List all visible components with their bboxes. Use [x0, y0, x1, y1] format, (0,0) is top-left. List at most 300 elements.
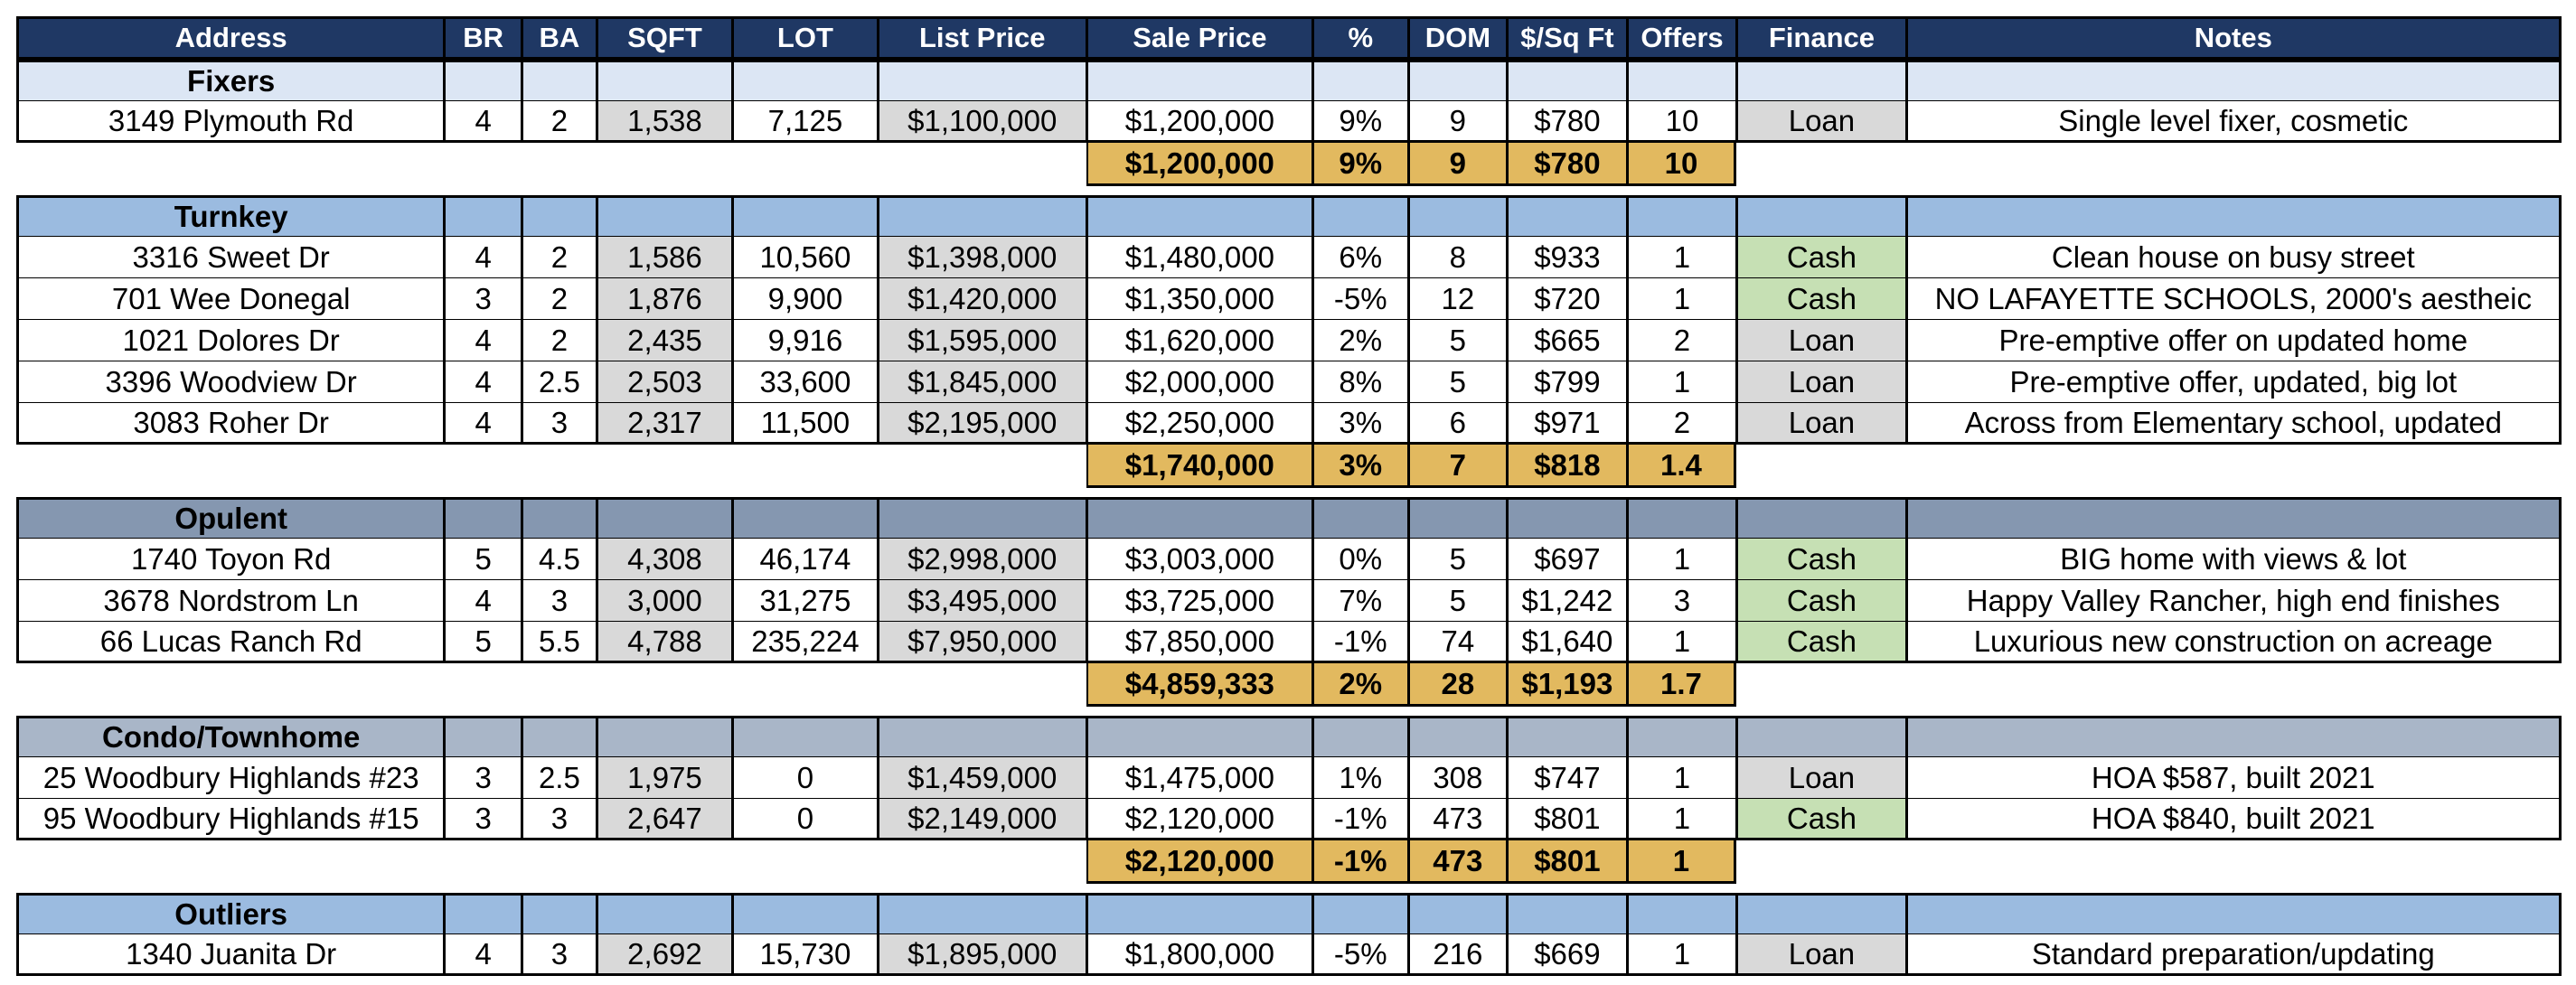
summary-dom: 28	[1408, 663, 1508, 707]
summary-blank	[444, 840, 522, 884]
summary-dom: 9	[1408, 143, 1508, 186]
summary-blank	[878, 445, 1086, 488]
summary-sale: $2,120,000	[1086, 840, 1312, 884]
offers-cell: 1	[1627, 622, 1737, 663]
dom-cell: 74	[1408, 622, 1508, 663]
list-cell: $1,845,000	[878, 361, 1086, 403]
summary-blank	[522, 840, 597, 884]
list-cell: $3,495,000	[878, 580, 1086, 622]
section-header-cell	[597, 716, 732, 757]
ba-cell: 4.5	[522, 539, 597, 580]
ba-cell: 3	[522, 403, 597, 445]
column-header-address: Address	[16, 16, 444, 60]
summary-blank	[16, 663, 444, 707]
summary-pct: 2%	[1312, 663, 1408, 707]
summary-blank	[1906, 445, 2562, 488]
summary-blank	[1906, 143, 2562, 186]
section-title: Condo/Townhome	[16, 716, 444, 757]
lot-cell: 15,730	[732, 934, 877, 976]
address-cell: 66 Lucas Ranch Rd	[16, 622, 444, 663]
column-header-finance: Finance	[1736, 16, 1905, 60]
summary-blank	[732, 840, 877, 884]
dom-cell: 5	[1408, 580, 1508, 622]
section-header-cell	[1312, 893, 1408, 934]
summary-blank	[444, 663, 522, 707]
column-header-ba: BA	[522, 16, 597, 60]
section-header-cell	[1507, 195, 1627, 237]
lot-cell: 33,600	[732, 361, 877, 403]
pct-cell: 0%	[1312, 539, 1408, 580]
notes-cell: Pre-emptive offer, updated, big lot	[1906, 361, 2562, 403]
section-header-cell	[1507, 893, 1627, 934]
ppsf-cell: $780	[1507, 101, 1627, 143]
table-row	[16, 278, 2562, 320]
notes-cell: Happy Valley Rancher, high end finishes	[1906, 580, 2562, 622]
finance-cell: Loan	[1736, 934, 1905, 976]
address-cell: 701 Wee Donegal	[16, 278, 444, 320]
summary-blank	[16, 840, 444, 884]
lot-cell: 11,500	[732, 403, 877, 445]
sqft-cell: 2,435	[597, 320, 732, 361]
section-header-cell	[444, 497, 522, 539]
sale-cell: $1,480,000	[1086, 237, 1312, 278]
summary-blank	[597, 663, 732, 707]
list-cell: $1,420,000	[878, 278, 1086, 320]
table-row	[16, 101, 2562, 143]
ppsf-cell: $799	[1507, 361, 1627, 403]
dom-cell: 473	[1408, 799, 1508, 840]
notes-cell: Standard preparation/updating	[1906, 934, 2562, 976]
notes-cell: Pre-emptive offer on updated home	[1906, 320, 2562, 361]
notes-cell: HOA $587, built 2021	[1906, 757, 2562, 799]
section-header-cell	[1906, 195, 2562, 237]
section-header-cell	[1627, 60, 1737, 101]
finance-cell: Loan	[1736, 757, 1905, 799]
lot-cell: 7,125	[732, 101, 877, 143]
section-header-cell	[1627, 497, 1737, 539]
pct-cell: 2%	[1312, 320, 1408, 361]
br-cell: 4	[444, 403, 522, 445]
header-row	[16, 16, 2562, 60]
br-cell: 4	[444, 361, 522, 403]
section-header-cell	[1408, 195, 1508, 237]
summary-blank	[597, 445, 732, 488]
dom-cell: 5	[1408, 539, 1508, 580]
lot-cell: 10,560	[732, 237, 877, 278]
lot-cell: 9,916	[732, 320, 877, 361]
sqft-cell: 3,000	[597, 580, 732, 622]
dom-cell: 308	[1408, 757, 1508, 799]
finance-cell: Loan	[1736, 320, 1905, 361]
summary-offers: 10	[1627, 143, 1737, 186]
summary-blank	[878, 663, 1086, 707]
address-cell: 3149 Plymouth Rd	[16, 101, 444, 143]
br-cell: 3	[444, 757, 522, 799]
sale-cell: $1,800,000	[1086, 934, 1312, 976]
column-header-list: List Price	[878, 16, 1086, 60]
br-cell: 3	[444, 278, 522, 320]
br-cell: 3	[444, 799, 522, 840]
section-header-cell	[1627, 893, 1737, 934]
sale-cell: $2,000,000	[1086, 361, 1312, 403]
section-header-row	[16, 497, 2562, 539]
offers-cell: 3	[1627, 580, 1737, 622]
section-header-cell	[732, 195, 877, 237]
summary-blank	[1736, 663, 1905, 707]
column-header-offers: Offers	[1627, 16, 1737, 60]
section-gap	[16, 707, 2562, 716]
summary-blank	[1736, 840, 1905, 884]
dom-cell: 6	[1408, 403, 1508, 445]
sale-cell: $3,003,000	[1086, 539, 1312, 580]
section-gap	[16, 488, 2562, 497]
section-header-cell	[1507, 497, 1627, 539]
summary-sale: $4,859,333	[1086, 663, 1312, 707]
section-header-cell	[597, 893, 732, 934]
sale-cell: $2,250,000	[1086, 403, 1312, 445]
ppsf-cell: $747	[1507, 757, 1627, 799]
offers-cell: 1	[1627, 278, 1737, 320]
ba-cell: 2	[522, 278, 597, 320]
table-row	[16, 799, 2562, 840]
section-header-cell	[444, 195, 522, 237]
finance-cell: Loan	[1736, 101, 1905, 143]
section-header-cell	[444, 60, 522, 101]
summary-blank	[444, 143, 522, 186]
sale-cell: $1,620,000	[1086, 320, 1312, 361]
ppsf-cell: $720	[1507, 278, 1627, 320]
ppsf-cell: $1,242	[1507, 580, 1627, 622]
lot-cell: 235,224	[732, 622, 877, 663]
section-header-cell	[1086, 60, 1312, 101]
section-header-cell	[1408, 497, 1508, 539]
br-cell: 4	[444, 580, 522, 622]
column-header-br: BR	[444, 16, 522, 60]
dom-cell: 8	[1408, 237, 1508, 278]
summary-blank	[444, 445, 522, 488]
summary-ppsf: $818	[1507, 445, 1627, 488]
table-row	[16, 539, 2562, 580]
ba-cell: 3	[522, 934, 597, 976]
summary-blank	[732, 663, 877, 707]
section-header-cell	[732, 60, 877, 101]
table-row	[16, 622, 2562, 663]
ppsf-cell: $697	[1507, 539, 1627, 580]
br-cell: 4	[444, 101, 522, 143]
summary-blank	[16, 445, 444, 488]
address-cell: 3678 Nordstrom Ln	[16, 580, 444, 622]
table-row	[16, 403, 2562, 445]
section-header-cell	[1507, 716, 1627, 757]
property-sales-table	[16, 16, 2562, 976]
offers-cell: 1	[1627, 757, 1737, 799]
notes-cell: BIG home with views & lot	[1906, 539, 2562, 580]
list-cell: $1,459,000	[878, 757, 1086, 799]
ba-cell: 2	[522, 237, 597, 278]
br-cell: 4	[444, 320, 522, 361]
section-header-row	[16, 716, 2562, 757]
summary-offers: 1	[1627, 840, 1737, 884]
lot-cell: 31,275	[732, 580, 877, 622]
notes-cell: HOA $840, built 2021	[1906, 799, 2562, 840]
section-header-cell	[1627, 716, 1737, 757]
sale-cell: $1,200,000	[1086, 101, 1312, 143]
finance-cell: Loan	[1736, 361, 1905, 403]
offers-cell: 1	[1627, 237, 1737, 278]
summary-blank	[1736, 143, 1905, 186]
finance-cell: Cash	[1736, 237, 1905, 278]
summary-ppsf: $1,193	[1507, 663, 1627, 707]
offers-cell: 2	[1627, 320, 1737, 361]
column-header-dom: DOM	[1408, 16, 1508, 60]
address-cell: 1340 Juanita Dr	[16, 934, 444, 976]
address-cell: 95 Woodbury Highlands #15	[16, 799, 444, 840]
ppsf-cell: $933	[1507, 237, 1627, 278]
summary-pct: -1%	[1312, 840, 1408, 884]
section-header-cell	[1736, 60, 1905, 101]
list-cell: $1,398,000	[878, 237, 1086, 278]
section-title: Outliers	[16, 893, 444, 934]
sale-cell: $7,850,000	[1086, 622, 1312, 663]
section-header-cell	[1507, 60, 1627, 101]
summary-blank	[522, 143, 597, 186]
sale-cell: $1,475,000	[1086, 757, 1312, 799]
sale-cell: $3,725,000	[1086, 580, 1312, 622]
lot-cell: 9,900	[732, 278, 877, 320]
pct-cell: 1%	[1312, 757, 1408, 799]
section-header-cell	[522, 60, 597, 101]
sqft-cell: 2,647	[597, 799, 732, 840]
summary-sale: $1,740,000	[1086, 445, 1312, 488]
summary-blank	[878, 840, 1086, 884]
table-row	[16, 237, 2562, 278]
pct-cell: -5%	[1312, 278, 1408, 320]
table-row	[16, 757, 2562, 799]
summary-blank	[597, 143, 732, 186]
sale-cell: $1,350,000	[1086, 278, 1312, 320]
list-cell: $7,950,000	[878, 622, 1086, 663]
ppsf-cell: $665	[1507, 320, 1627, 361]
summary-sale: $1,200,000	[1086, 143, 1312, 186]
section-header-cell	[522, 497, 597, 539]
section-header-cell	[1086, 497, 1312, 539]
summary-dom: 7	[1408, 445, 1508, 488]
section-title: Opulent	[16, 497, 444, 539]
column-header-lot: LOT	[732, 16, 877, 60]
offers-cell: 1	[1627, 539, 1737, 580]
summary-ppsf: $780	[1507, 143, 1627, 186]
notes-cell: Across from Elementary school, updated	[1906, 403, 2562, 445]
ppsf-cell: $1,640	[1507, 622, 1627, 663]
column-header-notes: Notes	[1906, 16, 2562, 60]
section-header-cell	[878, 60, 1086, 101]
summary-blank	[16, 143, 444, 186]
section-header-cell	[1312, 716, 1408, 757]
section-header-cell	[732, 716, 877, 757]
section-header-row	[16, 893, 2562, 934]
table-row	[16, 580, 2562, 622]
list-cell: $2,195,000	[878, 403, 1086, 445]
ba-cell: 2	[522, 101, 597, 143]
section-header-cell	[1736, 716, 1905, 757]
section-header-cell	[732, 497, 877, 539]
section-header-cell	[1906, 893, 2562, 934]
summary-ppsf: $801	[1507, 840, 1627, 884]
table-row	[16, 361, 2562, 403]
summary-pct: 3%	[1312, 445, 1408, 488]
ba-cell: 2	[522, 320, 597, 361]
notes-cell: Clean house on busy street	[1906, 237, 2562, 278]
dom-cell: 5	[1408, 361, 1508, 403]
ppsf-cell: $971	[1507, 403, 1627, 445]
section-summary-row	[16, 663, 2562, 707]
pct-cell: -1%	[1312, 622, 1408, 663]
section-summary-row	[16, 445, 2562, 488]
sqft-cell: 1,586	[597, 237, 732, 278]
section-gap	[16, 186, 2562, 195]
summary-blank	[1906, 663, 2562, 707]
section-header-cell	[1086, 716, 1312, 757]
table-row	[16, 934, 2562, 976]
ppsf-cell: $669	[1507, 934, 1627, 976]
pct-cell: 9%	[1312, 101, 1408, 143]
pct-cell: -5%	[1312, 934, 1408, 976]
section-header-cell	[878, 716, 1086, 757]
summary-blank	[732, 143, 877, 186]
section-header-cell	[1906, 716, 2562, 757]
ba-cell: 2.5	[522, 361, 597, 403]
dom-cell: 5	[1408, 320, 1508, 361]
summary-blank	[1736, 445, 1905, 488]
section-header-cell	[444, 716, 522, 757]
notes-cell: NO LAFAYETTE SCHOOLS, 2000's aestheic	[1906, 278, 2562, 320]
table-row	[16, 320, 2562, 361]
summary-offers: 1.7	[1627, 663, 1737, 707]
sqft-cell: 2,503	[597, 361, 732, 403]
section-header-cell	[1627, 195, 1737, 237]
section-header-cell	[597, 60, 732, 101]
summary-pct: 9%	[1312, 143, 1408, 186]
summary-blank	[1906, 840, 2562, 884]
summary-blank	[597, 840, 732, 884]
br-cell: 5	[444, 539, 522, 580]
section-header-cell	[1736, 497, 1905, 539]
section-header-cell	[1736, 893, 1905, 934]
summary-dom: 473	[1408, 840, 1508, 884]
section-header-cell	[1906, 60, 2562, 101]
sale-cell: $2,120,000	[1086, 799, 1312, 840]
summary-offers: 1.4	[1627, 445, 1737, 488]
address-cell: 1740 Toyon Rd	[16, 539, 444, 580]
sqft-cell: 2,692	[597, 934, 732, 976]
section-header-cell	[878, 893, 1086, 934]
finance-cell: Loan	[1736, 403, 1905, 445]
br-cell: 4	[444, 934, 522, 976]
summary-blank	[878, 143, 1086, 186]
section-header-cell	[1736, 195, 1905, 237]
ba-cell: 5.5	[522, 622, 597, 663]
br-cell: 5	[444, 622, 522, 663]
section-header-cell	[1086, 893, 1312, 934]
section-header-cell	[1312, 60, 1408, 101]
section-header-cell	[522, 716, 597, 757]
notes-cell: Luxurious new construction on acreage	[1906, 622, 2562, 663]
sqft-cell: 1,975	[597, 757, 732, 799]
section-header-cell	[878, 195, 1086, 237]
ba-cell: 3	[522, 580, 597, 622]
dom-cell: 9	[1408, 101, 1508, 143]
column-header-ppsf: $/Sq Ft	[1507, 16, 1627, 60]
lot-cell: 0	[732, 757, 877, 799]
finance-cell: Cash	[1736, 622, 1905, 663]
section-title: Fixers	[16, 60, 444, 101]
finance-cell: Cash	[1736, 539, 1905, 580]
section-header-cell	[1312, 195, 1408, 237]
section-header-cell	[878, 497, 1086, 539]
section-header-cell	[522, 195, 597, 237]
sqft-cell: 4,308	[597, 539, 732, 580]
summary-blank	[522, 445, 597, 488]
sqft-cell: 1,876	[597, 278, 732, 320]
section-header-cell	[597, 497, 732, 539]
ba-cell: 2.5	[522, 757, 597, 799]
section-title: Turnkey	[16, 195, 444, 237]
pct-cell: -1%	[1312, 799, 1408, 840]
sqft-cell: 1,538	[597, 101, 732, 143]
section-header-row	[16, 195, 2562, 237]
section-header-cell	[597, 195, 732, 237]
section-gap	[16, 884, 2562, 893]
dom-cell: 216	[1408, 934, 1508, 976]
section-header-row	[16, 60, 2562, 101]
offers-cell: 2	[1627, 403, 1737, 445]
section-header-cell	[1408, 60, 1508, 101]
summary-blank	[732, 445, 877, 488]
offers-cell: 1	[1627, 361, 1737, 403]
lot-cell: 46,174	[732, 539, 877, 580]
list-cell: $1,895,000	[878, 934, 1086, 976]
column-header-sqft: SQFT	[597, 16, 732, 60]
ba-cell: 3	[522, 799, 597, 840]
address-cell: 1021 Dolores Dr	[16, 320, 444, 361]
list-cell: $2,149,000	[878, 799, 1086, 840]
section-header-cell	[1086, 195, 1312, 237]
section-header-cell	[444, 893, 522, 934]
offers-cell: 1	[1627, 799, 1737, 840]
finance-cell: Cash	[1736, 580, 1905, 622]
list-cell: $2,998,000	[878, 539, 1086, 580]
column-header-pct: %	[1312, 16, 1408, 60]
finance-cell: Cash	[1736, 278, 1905, 320]
notes-cell: Single level fixer, cosmetic	[1906, 101, 2562, 143]
offers-cell: 1	[1627, 934, 1737, 976]
section-header-cell	[1408, 716, 1508, 757]
lot-cell: 0	[732, 799, 877, 840]
dom-cell: 12	[1408, 278, 1508, 320]
address-cell: 25 Woodbury Highlands #23	[16, 757, 444, 799]
section-header-cell	[522, 893, 597, 934]
address-cell: 3316 Sweet Dr	[16, 237, 444, 278]
section-summary-row	[16, 143, 2562, 186]
pct-cell: 6%	[1312, 237, 1408, 278]
summary-blank	[522, 663, 597, 707]
section-header-cell	[732, 893, 877, 934]
sqft-cell: 4,788	[597, 622, 732, 663]
pct-cell: 8%	[1312, 361, 1408, 403]
section-header-cell	[1408, 893, 1508, 934]
pct-cell: 7%	[1312, 580, 1408, 622]
finance-cell: Cash	[1736, 799, 1905, 840]
